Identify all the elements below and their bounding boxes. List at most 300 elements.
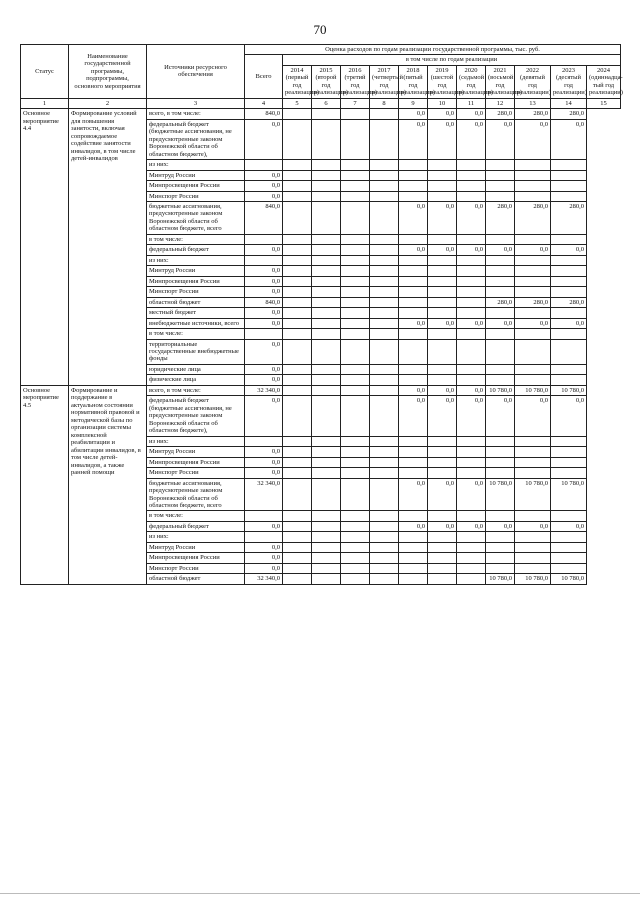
year-value-cell [370,364,399,374]
year-value-cell [428,181,457,191]
year-value-cell: 280,0 [551,201,587,234]
year-value-cell [399,297,428,307]
year-value-cell: 0,0 [399,385,428,395]
year-value-cell: 0,0 [428,109,457,119]
year-value-cell [551,287,587,297]
funding-source-cell: федеральный бюджет [147,245,245,255]
year-value-cell [428,375,457,385]
year-value-cell [551,276,587,286]
year-value-cell [551,329,587,339]
year-value-cell [312,339,341,364]
total-value-cell: 0,0 [245,276,283,286]
funding-source-cell: местный бюджет [147,308,245,318]
year-value-cell [312,266,341,276]
year-value-cell [283,468,312,478]
year-value-cell [283,574,312,584]
year-value-cell [486,563,515,573]
funding-source-cell: Минспорт России [147,287,245,297]
year-value-cell [341,396,370,436]
year-value-cell: 0,0 [457,318,486,328]
year-value-cell [551,266,587,276]
funding-source-cell: Минтруд России [147,266,245,276]
column-index-row [21,98,621,108]
header-status: Статус [21,45,69,99]
year-value-cell [486,170,515,180]
year-value-cell [551,339,587,364]
year-value-cell [370,287,399,297]
year-value-cell [428,191,457,201]
year-value-cell: 280,0 [551,297,587,307]
year-value-cell [486,447,515,457]
year-value-cell: 0,0 [515,119,551,159]
year-value-cell [399,234,428,244]
header-source: Источники ресурсного обеспечения [147,45,245,99]
year-value-cell [283,457,312,467]
funding-source-cell: в том числе: [147,234,245,244]
funding-source-cell: всего, в том числе: [147,109,245,119]
year-value-cell [457,329,486,339]
year-value-cell [515,276,551,286]
year-value-cell [341,468,370,478]
year-value-cell [283,109,312,119]
year-value-cell: 0,0 [428,245,457,255]
year-value-cell: 0,0 [428,396,457,436]
year-value-cell [283,329,312,339]
year-value-cell [515,287,551,297]
funding-source-cell: Минтруд России [147,170,245,180]
year-value-cell: 0,0 [551,119,587,159]
year-value-cell: 10 780,0 [551,478,587,511]
year-value-cell [312,297,341,307]
year-value-cell [341,109,370,119]
total-value-cell: 0,0 [245,364,283,374]
year-value-cell: 0,0 [399,245,428,255]
year-value-cell [312,329,341,339]
year-value-cell [428,276,457,286]
year-value-cell [515,563,551,573]
year-value-cell: 0,0 [457,521,486,531]
year-value-cell [551,447,587,457]
total-value-cell: 0,0 [245,468,283,478]
year-value-cell [399,339,428,364]
year-value-cell [515,447,551,457]
year-value-cell: 10 780,0 [515,385,551,395]
column-index: 6 [312,98,341,108]
year-value-cell [399,468,428,478]
year-value-cell [370,521,399,531]
column-index: 14 [551,98,587,108]
funding-source-cell: Минтруд России [147,542,245,552]
year-value-cell [341,457,370,467]
funding-source-cell: физические лица [147,375,245,385]
total-value-cell: 0,0 [245,308,283,318]
year-value-cell [486,553,515,563]
year-value-cell: 0,0 [399,109,428,119]
year-value-cell [341,521,370,531]
year-value-cell [399,329,428,339]
funding-source-cell: юридические лица [147,364,245,374]
year-value-cell [283,511,312,521]
measure-name-cell: Формирование и поддержание в актуальном состоянии нормативной правовой и методической базы по организации системы комплексной реабилитации и абилитации инвалидов, в том числе детей-инвалидов, а также ранней помощи [69,385,147,584]
year-value-cell [370,245,399,255]
year-value-cell: 10 780,0 [515,478,551,511]
year-value-cell [457,553,486,563]
total-value-cell: 840,0 [245,109,283,119]
funding-source-cell: Минпросвещения России [147,181,245,191]
year-value-cell [515,191,551,201]
total-value-cell: 0,0 [245,375,283,385]
year-value-cell: 0,0 [399,478,428,511]
year-value-cell [283,436,312,446]
column-index: 9 [399,98,428,108]
total-value-cell: 0,0 [245,119,283,159]
year-value-cell [457,160,486,170]
year-value-cell [486,255,515,265]
year-value-cell [341,201,370,234]
total-value-cell [245,255,283,265]
year-value-cell [515,329,551,339]
year-value-cell [399,266,428,276]
year-value-cell [457,511,486,521]
total-value-cell [245,329,283,339]
year-value-cell [399,563,428,573]
year-value-cell [341,385,370,395]
year-value-cell [399,553,428,563]
year-value-cell [312,511,341,521]
year-value-cell [341,563,370,573]
year-value-cell [283,318,312,328]
year-value-cell [341,245,370,255]
year-value-cell [283,339,312,364]
year-value-cell: 0,0 [515,318,551,328]
year-value-cell [457,297,486,307]
year-value-cell [457,532,486,542]
year-value-cell: 0,0 [486,318,515,328]
year-value-cell [341,478,370,511]
year-value-cell [515,181,551,191]
year-value-cell: 0,0 [428,201,457,234]
year-value-cell [370,109,399,119]
funding-source-cell: территориальные государственные внебюджетные фонды [147,339,245,364]
year-value-cell [486,234,515,244]
year-value-cell [399,375,428,385]
year-value-cell [457,287,486,297]
funding-source-cell: федеральный бюджет (бюджетные ассигнования, не предусмотренные законом Воронежской области об областном бюджете), [147,396,245,436]
year-value-cell [551,375,587,385]
year-value-cell [457,542,486,552]
column-index: 2 [69,98,147,108]
year-value-cell: 0,0 [551,396,587,436]
year-value-cell [370,396,399,436]
total-value-cell: 0,0 [245,170,283,180]
year-value-cell: 0,0 [399,318,428,328]
year-value-cell: 0,0 [428,478,457,511]
year-value-cell: 0,0 [457,478,486,511]
total-value-cell [245,436,283,446]
funding-source-cell: из них: [147,532,245,542]
year-value-cell [341,375,370,385]
funding-source-cell: бюджетные ассигнования, предусмотренные законом Воронежской области об областном бюджете, всего [147,478,245,511]
year-value-cell [515,542,551,552]
year-value-cell [486,375,515,385]
year-value-cell [370,532,399,542]
column-index: 15 [587,98,621,108]
year-value-cell [515,308,551,318]
year-value-cell: 280,0 [515,201,551,234]
year-value-cell [312,375,341,385]
year-value-cell [370,276,399,286]
year-value-cell [515,457,551,467]
year-value-cell [341,297,370,307]
year-value-cell: 0,0 [457,201,486,234]
year-value-cell [551,532,587,542]
year-value-cell [312,574,341,584]
year-value-cell [515,375,551,385]
year-value-cell [551,181,587,191]
year-value-cell [283,297,312,307]
year-value-cell [551,170,587,180]
year-value-cell [428,457,457,467]
year-value-cell [457,457,486,467]
year-value-cell [370,436,399,446]
year-value-cell [370,563,399,573]
year-value-cell [283,191,312,201]
year-value-cell [515,255,551,265]
year-value-cell [515,553,551,563]
year-value-cell [370,468,399,478]
year-value-cell [312,385,341,395]
year-value-cell [341,276,370,286]
header-year: 2019 (шестой год реализации) [428,65,457,98]
year-value-cell [428,234,457,244]
year-value-cell [457,468,486,478]
funding-source-cell: Минспорт России [147,563,245,573]
year-value-cell [283,553,312,563]
year-value-cell [312,255,341,265]
year-value-cell [370,385,399,395]
year-value-cell [312,457,341,467]
year-value-cell [283,478,312,511]
year-value-cell [428,511,457,521]
year-value-cell [551,364,587,374]
header-by-year: в том числе по годам реализации [283,55,621,65]
year-value-cell [312,542,341,552]
table-row [21,385,621,395]
year-value-cell [370,339,399,364]
total-value-cell: 0,0 [245,563,283,573]
year-value-cell [428,339,457,364]
year-value-cell [341,170,370,180]
year-value-cell [486,511,515,521]
funding-source-cell: Минтруд России [147,447,245,457]
year-value-cell [312,119,341,159]
column-index: 8 [370,98,399,108]
year-value-cell [312,234,341,244]
year-value-cell: 0,0 [428,318,457,328]
year-value-cell [399,160,428,170]
page-number: 70 [313,22,327,37]
year-value-cell [370,201,399,234]
year-value-cell [551,511,587,521]
year-value-cell [283,181,312,191]
year-value-cell [283,245,312,255]
year-value-cell: 0,0 [486,119,515,159]
total-value-cell: 0,0 [245,287,283,297]
year-value-cell [283,234,312,244]
year-value-cell [370,191,399,201]
year-value-cell [551,563,587,573]
year-value-cell [515,511,551,521]
year-value-cell [283,375,312,385]
year-value-cell [312,318,341,328]
total-value-cell: 840,0 [245,297,283,307]
year-value-cell [283,521,312,531]
year-value-cell [370,266,399,276]
year-value-cell: 0,0 [551,318,587,328]
year-value-cell [283,201,312,234]
year-value-cell [457,234,486,244]
year-value-cell [341,542,370,552]
year-value-cell [370,160,399,170]
year-value-cell [486,457,515,467]
year-value-cell [457,436,486,446]
year-value-cell [399,287,428,297]
year-value-cell [312,181,341,191]
year-value-cell [341,511,370,521]
year-value-cell [312,109,341,119]
year-value-cell [486,266,515,276]
year-value-cell [551,191,587,201]
year-value-cell [551,308,587,318]
year-value-cell [486,468,515,478]
year-value-cell [515,160,551,170]
year-value-cell: 0,0 [428,385,457,395]
funding-source-cell: Минспорт России [147,191,245,201]
year-value-cell [370,447,399,457]
year-value-cell [551,468,587,478]
funding-source-cell: бюджетные ассигнования, предусмотренные законом Воронежской области об областном бюджете, всего [147,201,245,234]
year-value-cell: 280,0 [486,297,515,307]
year-value-cell [283,170,312,180]
year-value-cell [341,574,370,584]
year-value-cell [370,542,399,552]
year-value-cell [399,181,428,191]
year-value-cell [370,297,399,307]
year-value-cell [428,160,457,170]
year-value-cell [399,447,428,457]
year-value-cell: 0,0 [428,521,457,531]
year-value-cell [312,553,341,563]
year-value-cell [312,532,341,542]
year-value-cell [515,532,551,542]
year-value-cell [486,308,515,318]
year-value-cell: 0,0 [551,521,587,531]
year-value-cell [283,532,312,542]
funding-source-cell: Минпросвещения России [147,276,245,286]
total-value-cell: 0,0 [245,447,283,457]
year-value-cell [370,478,399,511]
year-value-cell: 0,0 [515,521,551,531]
year-value-cell [399,170,428,180]
header-year: 2015 (второй год реализации) [312,65,341,98]
total-value-cell: 32 340,0 [245,385,283,395]
year-value-cell [428,553,457,563]
budget-sheet [20,44,623,585]
year-value-cell: 0,0 [428,119,457,159]
year-value-cell [551,436,587,446]
year-value-cell [428,287,457,297]
year-value-cell [399,457,428,467]
funding-source-cell: Минпросвещения России [147,553,245,563]
funding-source-cell: областной бюджет [147,297,245,307]
budget-table [20,44,621,585]
year-value-cell [399,364,428,374]
year-value-cell [370,170,399,180]
funding-source-cell: Минпросвещения России [147,457,245,467]
total-value-cell: 0,0 [245,318,283,328]
year-value-cell [486,160,515,170]
year-value-cell [551,553,587,563]
year-value-cell [457,563,486,573]
year-value-cell [370,457,399,467]
total-value-cell: 0,0 [245,521,283,531]
year-value-cell [312,308,341,318]
year-value-cell: 0,0 [457,385,486,395]
year-value-cell [341,308,370,318]
total-value-cell: 0,0 [245,339,283,364]
total-value-cell: 0,0 [245,191,283,201]
year-value-cell [341,181,370,191]
year-value-cell [283,276,312,286]
header-year: 2017 (четвертый год реализации) [370,65,399,98]
year-value-cell [283,447,312,457]
year-value-cell [486,532,515,542]
year-value-cell [341,436,370,446]
year-value-cell [370,255,399,265]
year-value-cell [486,191,515,201]
year-value-cell [457,375,486,385]
year-value-cell [370,329,399,339]
total-value-cell [245,532,283,542]
year-value-cell [457,276,486,286]
year-value-cell: 0,0 [399,521,428,531]
year-value-cell: 0,0 [486,521,515,531]
header-year: 2014 (первый год реализации) [283,65,312,98]
year-value-cell [341,266,370,276]
year-value-cell [428,563,457,573]
year-value-cell: 0,0 [399,119,428,159]
year-value-cell [283,119,312,159]
year-value-cell [312,201,341,234]
year-value-cell: 10 780,0 [486,478,515,511]
year-value-cell: 0,0 [515,396,551,436]
year-value-cell: 10 780,0 [515,574,551,584]
year-value-cell: 0,0 [399,201,428,234]
year-value-cell: 0,0 [515,245,551,255]
year-value-cell [341,364,370,374]
year-value-cell [370,574,399,584]
year-value-cell [486,364,515,374]
year-value-cell: 0,0 [457,245,486,255]
year-value-cell [370,318,399,328]
total-value-cell: 32 340,0 [245,574,283,584]
column-index: 13 [515,98,551,108]
funding-source-cell: всего, в том числе: [147,385,245,395]
year-value-cell [457,181,486,191]
year-value-cell: 280,0 [515,109,551,119]
year-value-cell [283,563,312,573]
year-value-cell [515,364,551,374]
